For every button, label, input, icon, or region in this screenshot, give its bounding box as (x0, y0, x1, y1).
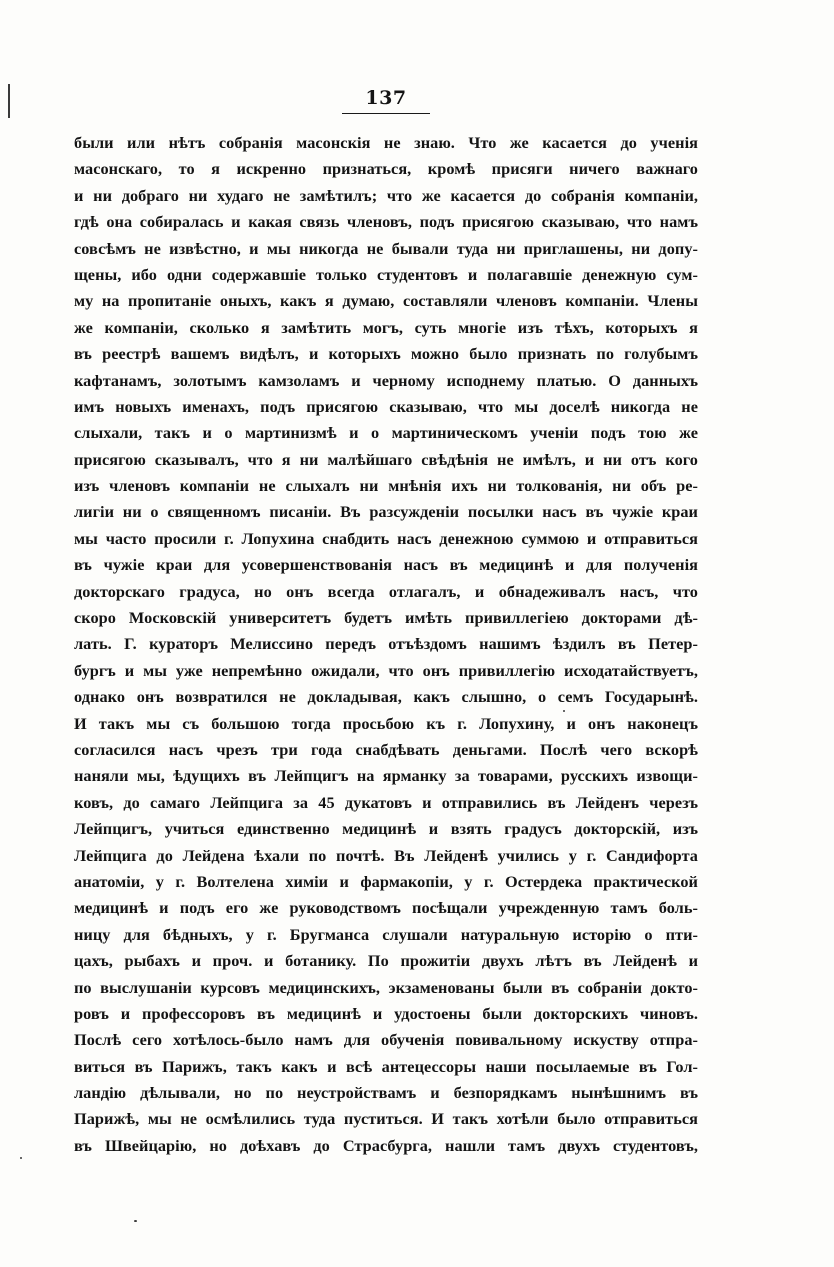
text-line: виться въ Парижъ, такъ какъ и всѣ антецессоры наши посылаемые въ Гол- (74, 1056, 698, 1076)
text-line: согласился насъ чрезъ три года снабдѣвать деньгами. Послѣ чего вскорѣ (74, 739, 698, 759)
text-line: Лейпцига до Лейдена ѣхали по почтѣ. Въ Лейденѣ учились у г. Сандифорта (74, 845, 698, 865)
text-line: въ Швейцарію, но доѣхавъ до Страсбурга, нашли тамъ двухъ студентовъ, (74, 1135, 698, 1155)
text-line: слыхали, такъ и о мартинизмѣ и о мартиническомъ ученіи подъ тою же (74, 423, 698, 443)
text-line: Лейпцигъ, учиться единственно медицинѣ и взять градусъ докторскій, изъ (74, 819, 698, 839)
text-line: же компаніи, сколько я замѣтить могъ, суть многіе изъ тѣхъ, которыхъ я (74, 317, 698, 337)
text-line: изъ членовъ компаніи не слыхалъ ни мнѣнія ихъ ни толкованія, ни объ ре- (74, 476, 698, 496)
text-line: цахъ, рыбахъ и проч. и ботанику. По прожитіи двухъ лѣтъ въ Лейденѣ и (74, 951, 698, 971)
text-line: ковъ, до самаго Лейпцига за 45 дукатовъ и отправились въ Лейденъ черезъ (74, 792, 698, 812)
text-line: кафтанамъ, золотымъ камзоламъ и черному исподнему платью. О данныхъ (74, 370, 698, 390)
text-line: Послѣ сего хотѣлось-было намъ для обученія повивальному искуству отпра- (74, 1030, 698, 1050)
text-line: масонскаго, то я искренно признаться, кромѣ присяги ничего важнаго (74, 159, 698, 179)
text-line: по выслушаніи курсовъ медицинскихъ, экзаменованы были въ собраніи докто- (74, 977, 698, 997)
text-line: ровъ и профессоровъ въ медицинѣ и удостоены были докторскихъ чиновъ. (74, 1003, 698, 1023)
text-line: имъ новыхъ именахъ, подъ присягою сказываю, что мы доселѣ никогда не (74, 396, 698, 416)
text-line: лигіи ни о священномъ писаніи. Въ разсужденіи посылки насъ въ чужіе краи (74, 502, 698, 522)
text-line: совсѣмъ не извѣстно, и мы никогда не бывали туда ни приглашены, ни допу- (74, 238, 698, 258)
text-line: ницу для бѣдныхъ, у г. Бругманса слушали натуральную исторію о пти- (74, 924, 698, 944)
text-line: Парижѣ, мы не осмѣлились туда пуститься. И такъ хотѣли было отправиться (74, 1109, 698, 1129)
scan-speck (134, 1220, 137, 1222)
scan-speck (20, 1157, 22, 1159)
text-line: му на пропитаніе оныхъ, какъ я думаю, составляли членовъ компаніи. Члены (74, 291, 698, 311)
text-line: скоро Московскій университетъ будетъ имѣть привиллегіею докторами дѣ- (74, 608, 698, 628)
header-rule (342, 113, 430, 114)
text-line: бургъ и мы уже непремѣнно ожидали, что онъ привиллегію исходатайствуетъ, (74, 660, 698, 680)
text-line: ландію дѣлывали, но по неустройствамъ и безпорядкамъ нынѣшнимъ въ (74, 1083, 698, 1103)
text-line: гдѣ она собиралась и какая связь членовъ, подъ присягою сказываю, что намъ (74, 212, 698, 232)
text-line: были или нѣтъ собранія масонскія не знаю. Что же касается до ученія (74, 133, 698, 152)
text-line: въ реестрѣ вашемъ видѣлъ, и которыхъ можно было признать по голубымъ (74, 344, 698, 364)
margin-scan-mark (8, 84, 10, 118)
text-line: анатоміи, у г. Волтелена химіи и фармакопіи, у г. Остердека практической (74, 871, 698, 891)
text-line: мы часто просили г. Лопухина снабдить насъ денежною суммою и отправиться (74, 528, 698, 548)
text-line: щены, ибо одни содержавшіе только студентовъ и полагавшіе денежную сум- (74, 264, 698, 284)
text-line: однако онъ возвратился не докладывая, какъ слышно, о семъ Государынѣ. (74, 687, 698, 707)
text-line: наняли мы, ѣдущихъ въ Лейпцигъ на ярманку за товарами, русскихъ извощи- (74, 766, 698, 786)
text-line: докторскаго градуса, но онъ всегда отлагалъ, и обнадеживалъ насъ, что (74, 581, 698, 601)
page-number: 137 (365, 87, 407, 109)
text-line: присягою сказывалъ, что я ни малѣйшаго свѣдѣнія не имѣлъ, и ни отъ кого (74, 449, 698, 469)
text-line: лать. Г. кураторъ Мелиссино передъ отъѣздомъ нашимъ ѣздилъ въ Петер- (74, 634, 698, 654)
text-line: и ни добраго ни худаго не замѣтилъ; что же касается до собранія компаніи, (74, 185, 698, 205)
page-header (340, 88, 432, 109)
text-line: медицинѣ и подъ его же руководствомъ посѣщали учрежденную тамъ боль- (74, 898, 698, 918)
text-line: въ чужіе краи для усовершенствованія насъ въ медицинѣ и для полученія (74, 555, 698, 575)
body-text (74, 130, 698, 1159)
text-line: И такъ мы съ большою тогда просьбою къ г. Лопухину, и онъ наконецъ (74, 713, 698, 733)
